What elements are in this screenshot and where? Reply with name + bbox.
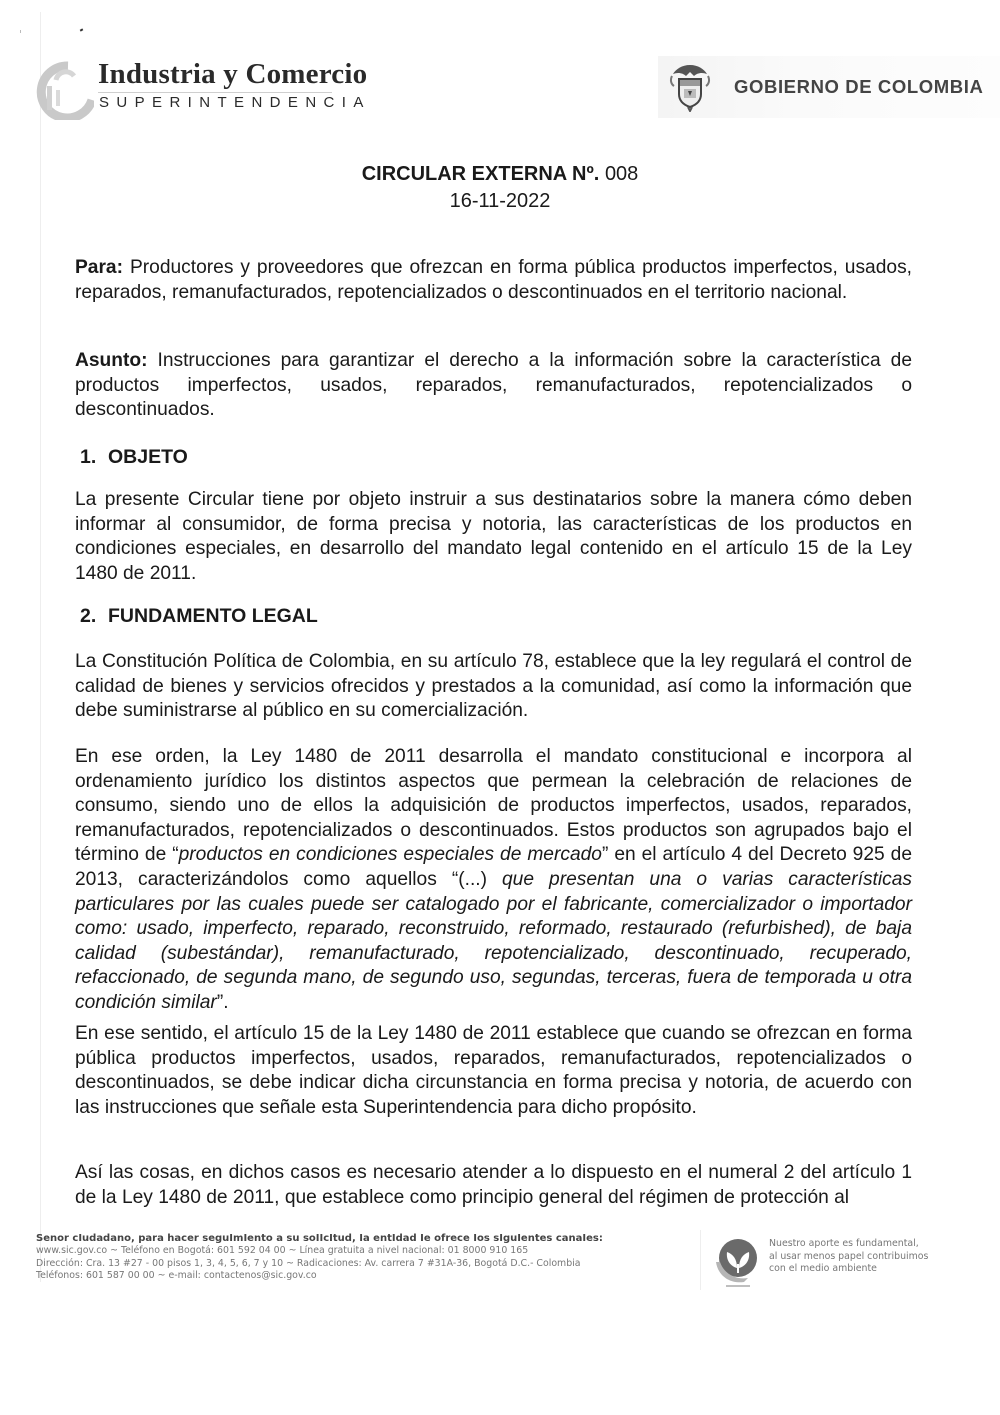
- eco-message-line: Nuestro aporte es fundamental,: [769, 1238, 919, 1249]
- footer-phone-bogota: Teléfono en Bogotá: 601 592 04 00: [120, 1245, 286, 1257]
- section-heading-objeto: [80, 446, 188, 469]
- footer-separator: ~: [110, 1245, 118, 1257]
- section-number: 2.: [80, 605, 97, 627]
- eco-message-line: al usar menos papel contribuimos: [769, 1250, 929, 1262]
- footer-phones: Teléfonos: 601 587 00 00: [36, 1269, 155, 1281]
- footer-separator: ~: [157, 1269, 166, 1281]
- footer-website[interactable]: www.sic.gov.co: [36, 1245, 108, 1257]
- asunto-label: Asunto:: [75, 350, 148, 371]
- footer-lead: Senor cIudadano, para hacer seguImIento a su soIIcItud, Ia entIdad Ie ofrece Ios sIguIentes canaIes:: [36, 1233, 603, 1244]
- section-title: OBJETO: [108, 446, 188, 468]
- para-text: Productores y proveedores que ofrezcan en forma pública productos imperfectos, usados, reparados, remanufacturados, repotencializados o descontinuados en el territorio nacional.: [75, 257, 912, 303]
- footer-separator: ~: [286, 1257, 294, 1269]
- footer-line-2: [36, 1258, 603, 1270]
- sic-logo-icon: [34, 60, 94, 120]
- eco-message: [769, 1238, 928, 1276]
- org-subtitle: SUPERINTENDENCIA: [99, 94, 371, 111]
- orden-text-italic-quote: que presentan una o varias características particulares por las cuales puede ser catalogado por el fabricante, comercializador o importador como: usado, imperfecto, reparado, reconstruido, reformado, restaurado (refurbished), de baja calidad (subestándar), remanufacturado, repotencializado, descontinuado, recuperado, refaccionado, de segunda mano, de segundo uso, segundas, terceras, fuera de temporada u otra condición similar: [75, 868, 912, 1013]
- circular-title-label: CIRCULAR EXTERNA Nº.: [361, 163, 600, 185]
- footer-divider: [700, 1230, 701, 1290]
- colombia-coat-of-arms-icon: [668, 62, 712, 112]
- scan-speck: [20, 30, 21, 33]
- footer-email[interactable]: e-mail: contactenos@sic.gov.co: [168, 1269, 317, 1281]
- org-name: Industria y Comercio: [98, 58, 368, 90]
- asunto-paragraph: [75, 349, 912, 423]
- orden-paragraph: [75, 745, 912, 1016]
- eco-message-line: con el medio ambiente: [769, 1263, 877, 1274]
- footer-toll-free: Línea gratuita a nivel nacional: 01 8000 910 165: [299, 1245, 529, 1257]
- objeto-paragraph: La presente Circular tiene por objeto instruir a sus destinatarios sobre la manera cómo deben informar al consumidor, de forma precisa y notoria, las características de los productos en condiciones especiales, en desarrollo del mandato legal contenido en el artículo 15 de la Ley 1480 de 2011.: [75, 489, 912, 584]
- eco-leaf-icon: [710, 1234, 764, 1290]
- circular-date: 16-11-2022: [449, 190, 551, 212]
- circular-number: 008: [604, 163, 639, 185]
- scan-speck: [80, 28, 84, 31]
- cosas-paragraph: Así las cosas, en dichos casos es necesario atender a lo dispuesto en el numeral 2 del artículo 1 de la Ley 1480 de 2011, que establece como principio general del régimen de protección al: [75, 1162, 912, 1208]
- orden-text-c: ” en el artículo 4 del Decreto 925 de 2013, caracterizándolos como aquellos “(...): [75, 844, 912, 890]
- para-label: Para:: [75, 257, 123, 278]
- footer-line-1: [36, 1245, 603, 1257]
- constitucion-paragraph: La Constitución Política de Colombia, en su artículo 78, establece que la ley regulará el control de calidad de bienes y servicios ofrecidos y prestados a la comunidad, así como la información que debe suministrarse al público en su comercialización.: [75, 651, 912, 722]
- para-paragraph: [75, 256, 912, 305]
- orden-text-e: ”.: [216, 991, 229, 1013]
- sentido-paragraph: En ese sentido, el artículo 15 de la Ley 1480 de 2011 establece que cuando se ofrezcan en forma pública productos imperfectos, usados, reparados, remanufacturados, repotencializados o descontinuados, se debe indicar dicha circunstancia en forma precisa y notoria, de acuerdo con las instrucciones que señale esta Superintendencia para dicho propósito.: [75, 1023, 912, 1118]
- footer-line-3: [36, 1270, 603, 1282]
- section-title: FUNDAMENTO LEGAL: [108, 605, 318, 627]
- circular-title: [0, 163, 1000, 186]
- orden-text-a: En ese orden, la Ley 1480 de 2011 desarrolla el mandato constitucional e incorpora al ordenamiento jurídico los distintos aspectos que permean la celebración de relaciones de consumo, siendo uno de ellos la adquisición de productos imperfectos, usados, reparados, remanufacturados, repotencializados o descontinuados. Estos productos son agrupados bajo el término de “: [75, 746, 912, 866]
- footer-contact: [36, 1233, 603, 1282]
- section-heading-fundamento-legal: [80, 605, 318, 628]
- footer-radicaciones: Radicaciones: Av. carrera 7 #31A-36, Bogotá D.C.- Colombia: [296, 1257, 581, 1269]
- org-name-rule: [98, 92, 332, 93]
- orden-text-italic-term: productos en condiciones especiales de mercado: [178, 844, 602, 866]
- footer-separator: ~: [288, 1245, 297, 1257]
- gov-name: GOBIERNO DE COLOMBIA: [734, 76, 984, 97]
- section-number: 1.: [80, 446, 97, 468]
- footer-address: Dirección: Cra. 13 #27 - 00 pisos 1, 3, 4, 5, 6, 7 y 10: [36, 1257, 284, 1269]
- asunto-text: Instrucciones para garantizar el derecho a la información sobre la característica de productos imperfectos, usados, reparados, remanufacturados, repotencializados o descontinuados.: [75, 350, 912, 421]
